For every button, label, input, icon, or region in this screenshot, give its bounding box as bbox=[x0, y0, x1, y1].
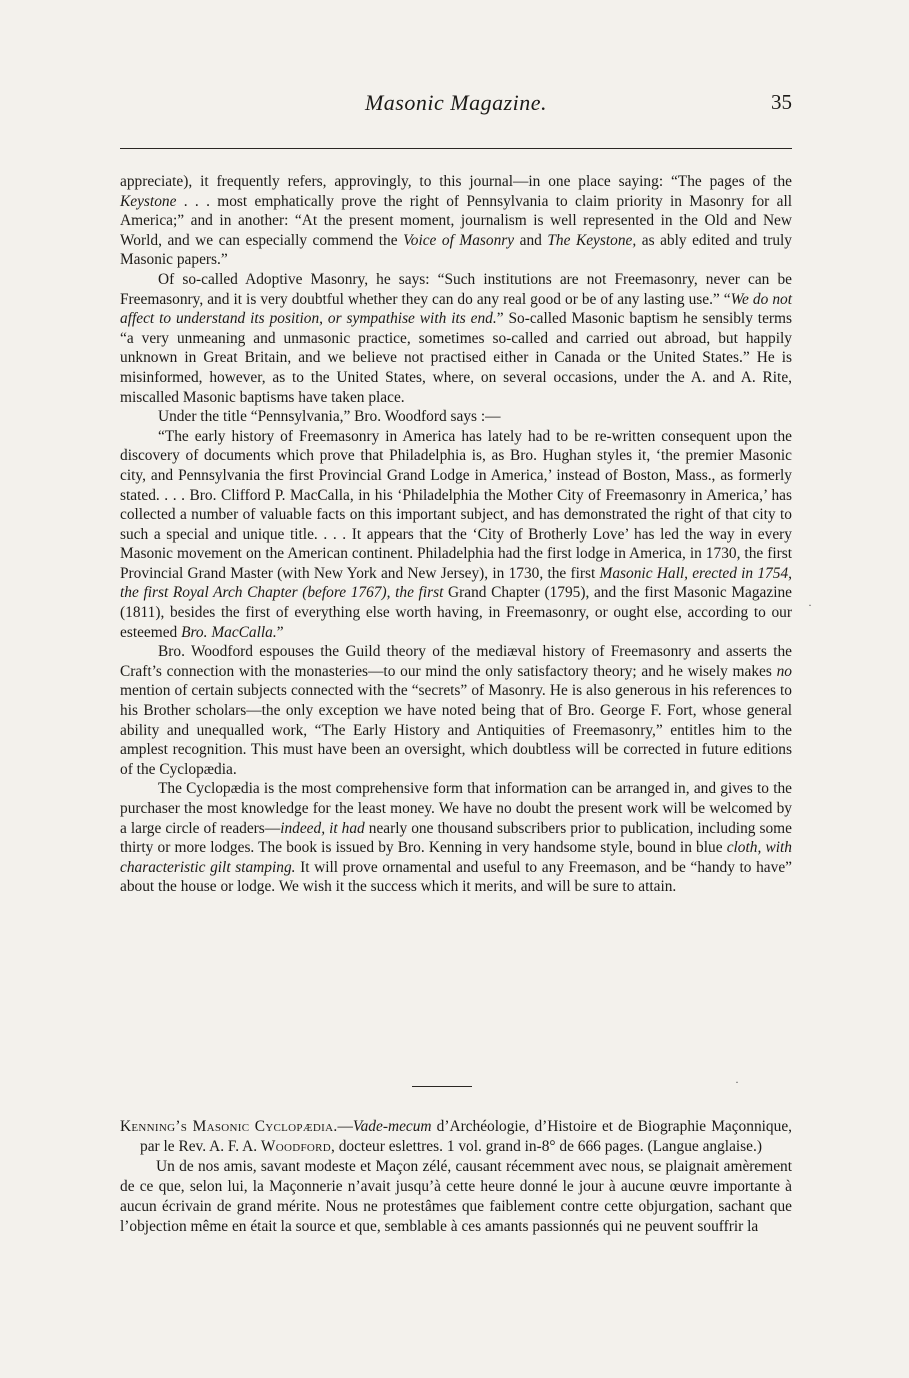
print-speck: · bbox=[735, 1075, 739, 1089]
page-header bbox=[120, 90, 792, 130]
french-entry-heading: Kenning’s Masonic Cyclopædia.—Vade-mecum d’Archéologie, d’Histoire et de Biographie Maçonnique, par le Rev. A. F. A. Woodford, docteur eslettres. 1 vol. grand in-8° de 666 pages. (Langue anglaise.) bbox=[120, 1118, 792, 1155]
section-divider bbox=[412, 1086, 472, 1087]
print-speck: · bbox=[808, 598, 812, 612]
french-paragraph-1: Un de nos amis, savant modeste et Maçon zélé, causant récemment avec nous, se plaignait amèrement de ce que, selon lui, la Maçonnerie n’avait jusqu’à cette heure donné le jour à aucune œuvre importante à aucun écrivain de grand mérite. Nous ne protestâmes que faiblement contre cette objurgation, sachant que l’objection même en était la source et que, semblable à ces amants passionnés qui ne peuvent souffrir la bbox=[120, 1158, 792, 1235]
page-number: 35 bbox=[771, 90, 792, 114]
paragraph-2: Of so-called Adoptive Masonry, he says: “Such institutions are not Freemasonry, never can be Freemasonry, and it is very doubtful whether they can do any real good or be of any lasting use.” “We do not affect to understand its position, or sympathise with its end.” So-called Masonic baptism he sensibly terms “a very unmeaning and unmasonic practice, sometimes so-called and carried out abroad, but happily unknown in Great Britain, and we believe not practised either in Canada or the United States.” He is misinformed, however, as to the United States, where, on several occasions, under the A. and A. Rite, miscalled Masonic baptisms have taken place. bbox=[120, 270, 793, 406]
paragraph-5: Bro. Woodford espouses the Guild theory of the mediæval history of Freemasonry and asserts the Craft’s connection with the monasteries—to our mind the only satisfactory theory; and he wisely makes no mention of certain subjects connected with the “secrets” of Masonry. He is also generous in his references to his Brother scholars—the only exception we have noted being that of Bro. George F. Fort, whose general ability and unequalled work, “The Early History and Antiquities of Freemasonry,” entitles him to the amplest recognition. This must have been an oversight, which doubtless will be corrected in future editions of the Cyclopædia. bbox=[120, 643, 792, 778]
paragraph-3: Under the title “Pennsylvania,” Bro. Woodford says :— bbox=[158, 408, 501, 426]
paragraph-1: appreciate), it frequently refers, approvingly, to this journal—in one place saying: “The pages of the Keystone . . . most emphatically prove the right of Pennsylvania to claim priority in Masonry for all America;” and in another: “At the present moment, journalism is well represented in the Old and New World, and we can especially commend the Voice of Masonry and The Keystone, as ably edited and truly Masonic papers.” bbox=[120, 173, 793, 269]
article-body bbox=[120, 172, 792, 897]
header-rule bbox=[120, 148, 792, 149]
french-review bbox=[120, 1117, 792, 1237]
running-title: Masonic Magazine. bbox=[364, 90, 548, 115]
paragraph-6: The Cyclopædia is the most comprehensive form that information can be arranged in, and gives to the purchaser the most knowledge for the least money. We have no doubt the present work will be welcomed by a large circle of readers—indeed, it had nearly one thousand subscribers prior to publication, including some thirty or more lodges. The book is issued by Bro. Kenning in very handsome style, bound in blue cloth, with characteristic gilt stamping. It will prove ornamental and useful to any Freemason, and be “handy to have” about the house or lodge. We wish it the success which it merits, and will be sure to attain. bbox=[120, 780, 792, 896]
paragraph-4-quotation: “The early history of Freemasonry in America has lately had to be re-written consequent upon the discovery of documents which prove that Philadelphia is, as Bro. Hughan styles it, ‘the premier Masonic city, and Pennsylvania the first Provincial Grand Lodge in America,’ instead of Boston, Mass., as formerly stated. . . . Bro. Clifford P. MacCalla, in his ‘Philadelphia the Mother City of Freemasonry in America,’ has collected a number of valuable facts on this important subject, and has demonstrated the right of that city to such a special and unique title. . . . It appears that the ‘City of Brotherly Love’ has led the way in every Masonic movement on the American continent. Philadelphia had the first lodge in America, in 1730, the first Provincial Grand Master (with New York and New Jersey), in 1730, the first Masonic Hall, erected in 1754, the first Royal Arch Chapter (before 1767), the first Grand Chapter (1795), and the first Masonic Magazine (1811), besides the first of everything else worth having, in Freemasonry, or ought else, according to our esteemed Bro. MacCalla.” bbox=[120, 427, 793, 641]
